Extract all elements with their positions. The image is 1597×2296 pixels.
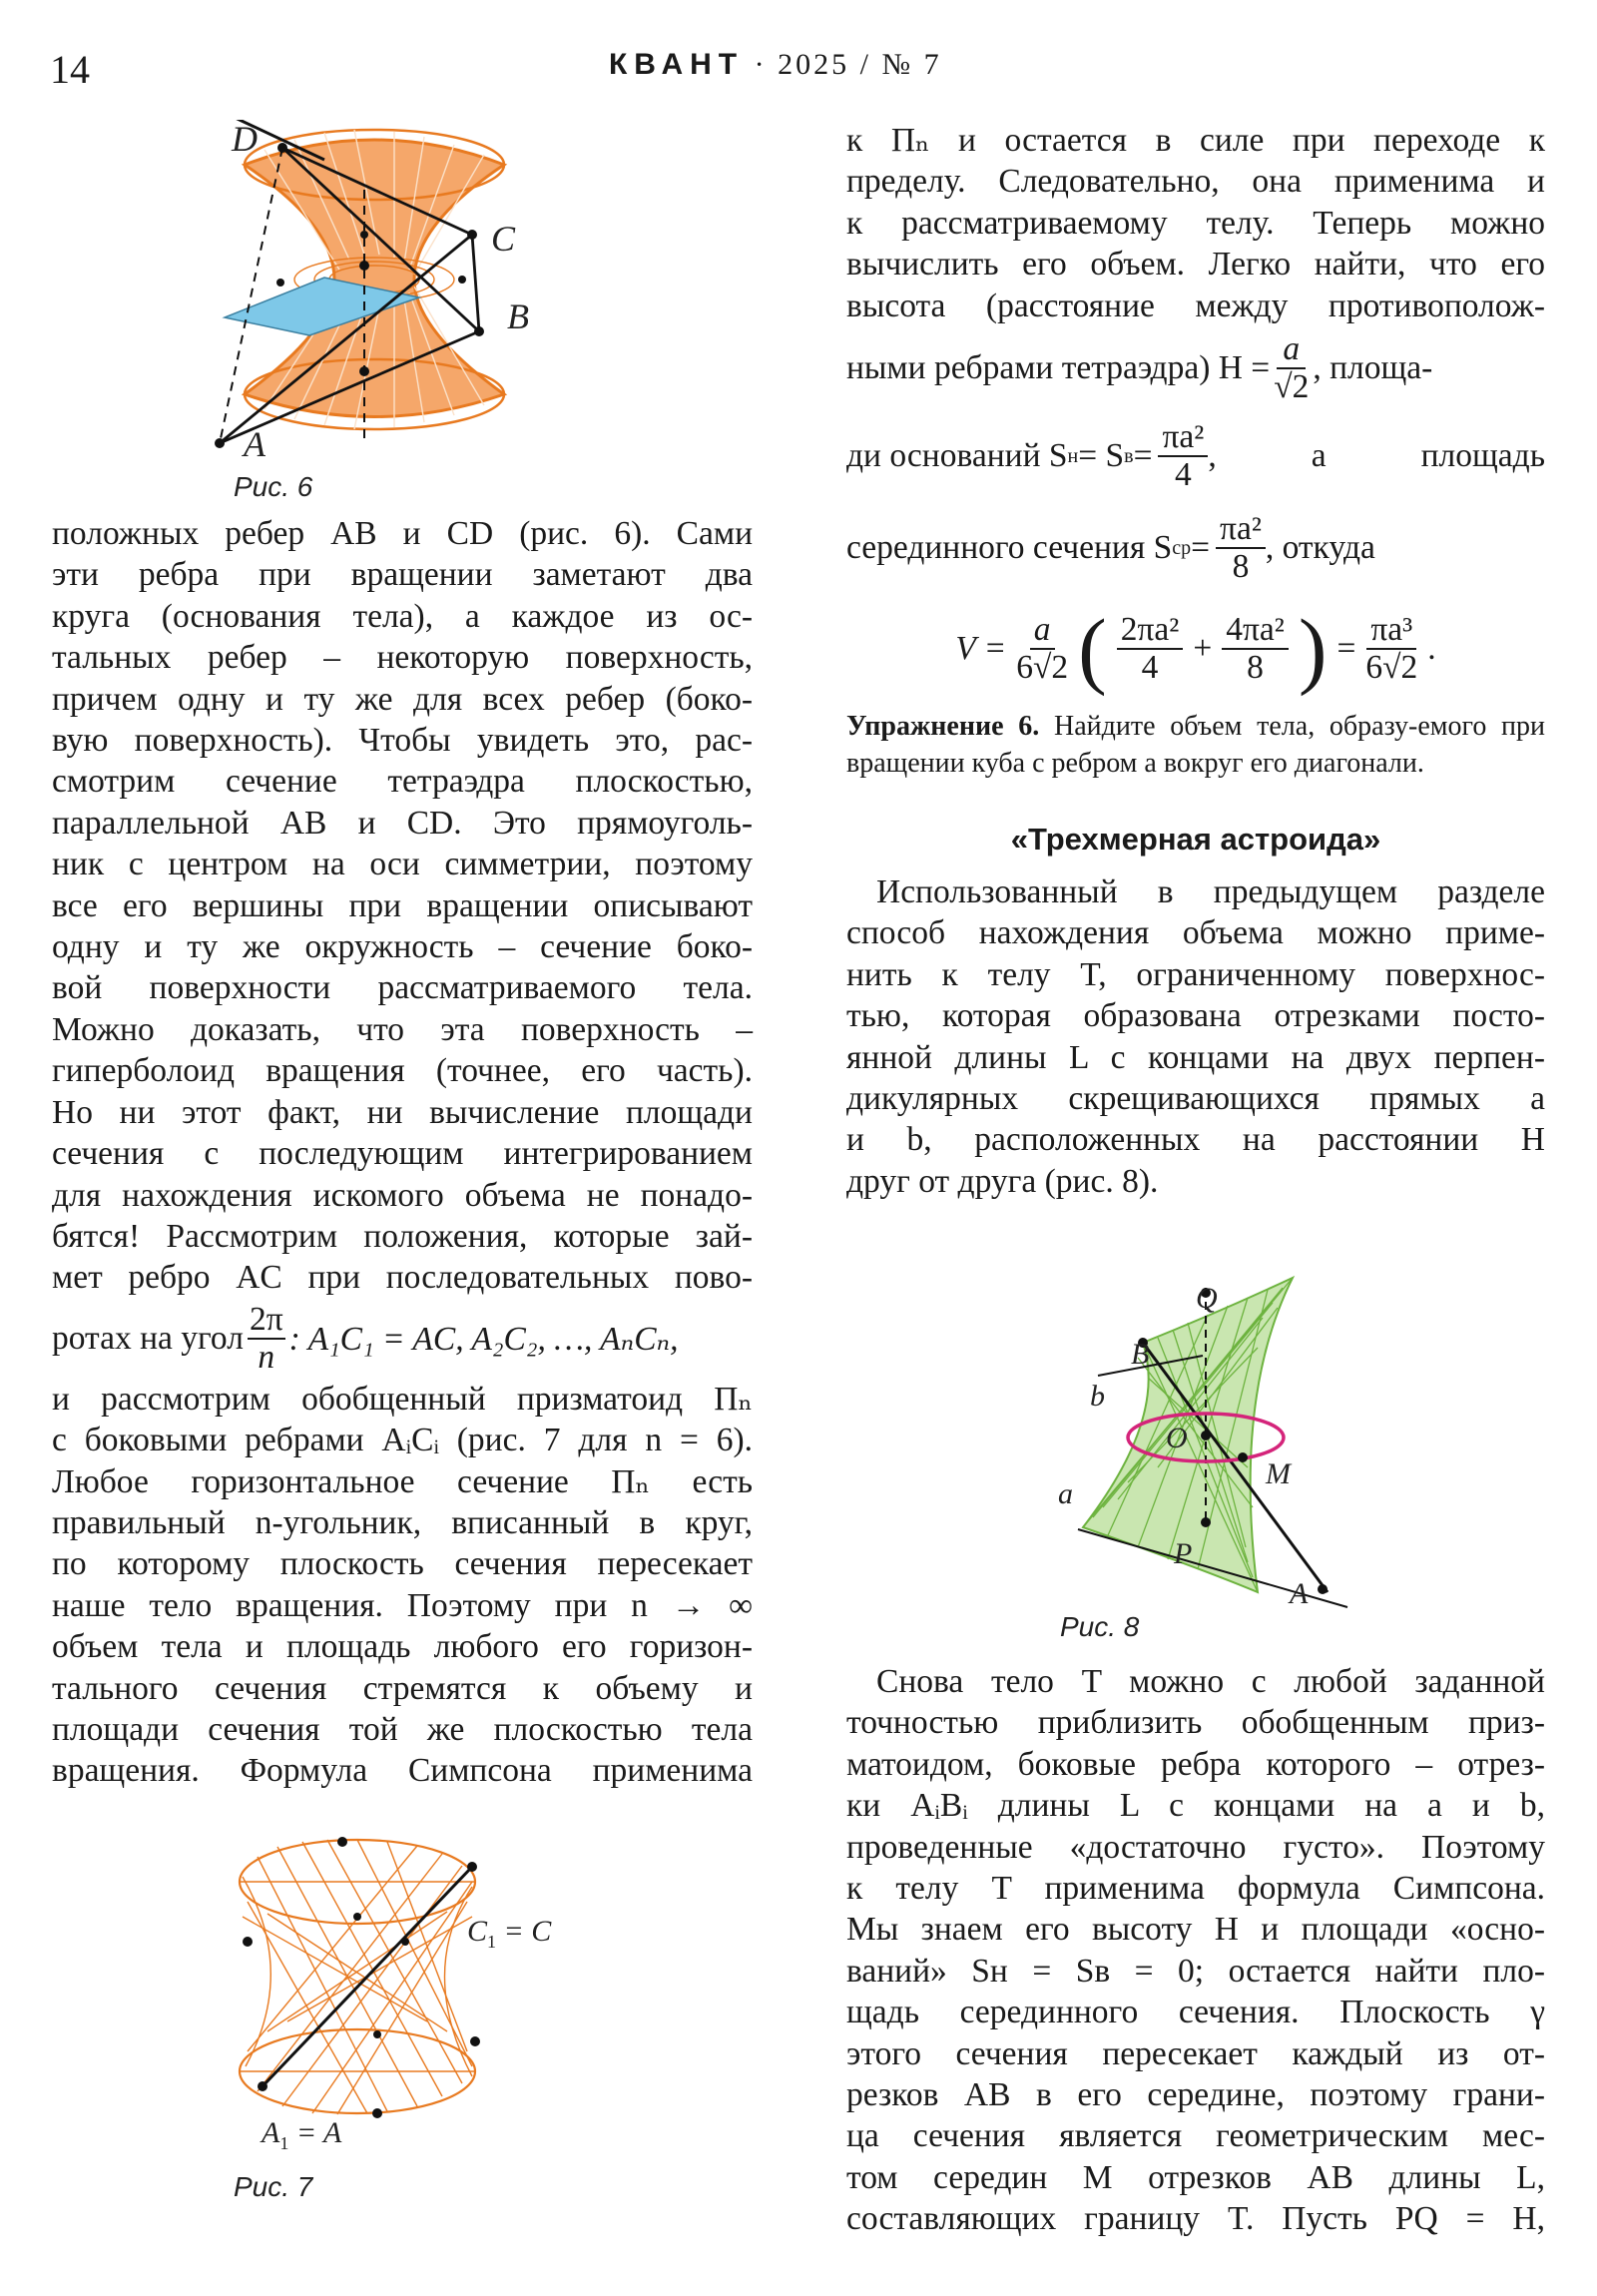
fig7-a-rest: = A — [288, 2116, 342, 2149]
fraction-numerator: 4πa² — [1222, 612, 1289, 650]
rotation-formula-line — [52, 1299, 753, 1379]
right-column — [846, 120, 1545, 1202]
text-line: одну и ту же окружность – сечение боко- — [52, 928, 753, 966]
text-line: причем одну и ту же для всех ребер (боко- — [52, 680, 753, 718]
mid-prefix: серединного сечения S — [846, 529, 1173, 567]
text-line: с боковыми ребрами AᵢCᵢ (рис. 7 для n = 6). — [52, 1422, 753, 1459]
fig7-caption: Рис. 7 — [234, 2171, 313, 2202]
bases-sub-v: в — [1124, 444, 1134, 467]
fraction-denominator: 6√2 — [1365, 649, 1418, 687]
text-line: смотрим сечение тетраэдра плоскостью, — [52, 763, 753, 801]
fraction-denominator: 4 — [1175, 456, 1192, 494]
section-title: «Трехмерная астроида» — [1010, 822, 1381, 858]
text-line: для нахождения искомого объема не понадо- — [52, 1176, 753, 1214]
volume-plus: + — [1193, 630, 1213, 668]
text-line: мет ребро AC при последовательных пово- — [52, 1259, 753, 1297]
text-line: Любое горизонтальное сечение Πₙ есть — [52, 1462, 753, 1500]
mid-sub: ср — [1172, 536, 1192, 559]
text-line: Использованный в предыдущем разделе — [876, 873, 1545, 911]
text-line: вой поверхности рассматриваемого тела. — [52, 969, 753, 1007]
exercise-label: Упражнение 6. — [846, 711, 1040, 743]
fig6-label-d: D — [232, 119, 258, 159]
fig8-label-a-line: a — [1058, 1477, 1073, 1510]
fig7-c: C — [467, 1915, 488, 1948]
paragraph-top — [846, 120, 1545, 326]
fraction-denominator: √2 — [1274, 368, 1310, 406]
text-line: матоидом, боковые ребра которого – отрез- — [846, 1745, 1545, 1783]
figure-7 — [228, 1822, 507, 2141]
text-line: вую поверхность). Чтобы увидеть это, рас- — [52, 722, 753, 760]
fig7-c-sub: 1 — [487, 1932, 497, 1952]
volume-lhs: V = — [955, 630, 1007, 668]
fig6-caption: Рис. 6 — [234, 471, 313, 502]
fig8-label-apt: A — [1290, 1577, 1309, 1610]
exercise-text: Найдите объем тела, образу-емого при вращении куба с ребром a вокруг его диагонали. — [846, 711, 1546, 780]
fraction-numerator: 2π — [249, 1300, 283, 1338]
text-line: гиперболоид вращения (точнее, его часть). — [52, 1052, 753, 1090]
bases-eq: = — [1133, 437, 1153, 475]
text-line: высота (расстояние между противополож- — [846, 287, 1545, 324]
mid-fraction — [1216, 511, 1266, 585]
fig8-label-m: M — [1266, 1457, 1291, 1490]
text-line: к рассматриваемому телу. Теперь можно — [846, 204, 1545, 242]
figure-8 — [1048, 1268, 1377, 1617]
paragraph-3 — [846, 871, 1545, 1202]
text-line: объем тела и площадь любого его горизон- — [52, 1628, 753, 1666]
fraction-numerator: πa² — [1216, 511, 1266, 549]
fig7-label-c — [467, 1915, 551, 1953]
journal-title — [609, 48, 942, 82]
fig6-label-b: B — [507, 296, 529, 336]
text-line: способ нахождения объема можно приме- — [846, 914, 1545, 952]
page-number: 14 — [50, 47, 90, 92]
text-line: положных ребер AB и CD (рис. 6). Сами — [52, 515, 753, 552]
paren-close: ) — [1298, 601, 1328, 698]
bases-suffix: , а площадь — [1208, 437, 1545, 475]
rotation-prefix: ротах на угол — [52, 1319, 244, 1357]
text-line: правильный n-угольник, вписанный в круг, — [52, 1503, 753, 1541]
exercise-6 — [846, 708, 1545, 782]
fig8-label-q: Q — [1196, 1282, 1218, 1315]
text-line: ник с центром на оси симметрии, поэтому — [52, 846, 753, 883]
text-line: янной длины L с концами на двух перпен- — [846, 1038, 1545, 1076]
bases-prefix: ди оснований S — [846, 437, 1068, 475]
fig7-label-a — [262, 2116, 341, 2154]
text-line: круга (основания тела), а каждое из ос- — [52, 597, 753, 635]
text-line: друг от друга (рис. 8). — [846, 1162, 1159, 1200]
text-line: тью, которая образована отрезками посто- — [846, 997, 1545, 1035]
text-line: точностью приблизить обобщенным приз- — [846, 1704, 1545, 1742]
text-line: к Πₙ и остается в силе при переходе к — [846, 122, 1545, 159]
mid-suffix: , откуда — [1265, 529, 1375, 567]
bases-formula-line — [846, 410, 1545, 502]
fraction-numerator: 2πa² — [1117, 612, 1184, 650]
journal-name: КВАНТ — [609, 48, 745, 81]
right-column-bottom — [846, 1661, 1545, 2240]
fig6-label-c: C — [491, 219, 516, 259]
fraction-denominator: 4 — [1141, 649, 1159, 687]
text-line: Можно доказать, что эта поверхность – — [52, 1010, 753, 1048]
text-line: наше тело вращения. Поэтому при n → ∞ — [52, 1586, 753, 1624]
text-line: эти ребра при вращении заметают два — [52, 556, 753, 594]
fraction-denominator: 8 — [1232, 548, 1250, 586]
text-line: по которому плоскость сечения пересекает — [52, 1545, 753, 1583]
volume-eq: = — [1336, 630, 1356, 668]
volume-frac-2 — [1117, 612, 1184, 686]
fraction-numerator: a — [1030, 612, 1055, 650]
text-line: и рассмотрим обобщенный призматоид Πₙ — [52, 1380, 753, 1418]
volume-frac-1 — [1016, 612, 1068, 686]
fig8-caption: Рис. 8 — [1060, 1611, 1140, 1642]
bases-sub-n: н — [1067, 444, 1079, 467]
volume-frac-3 — [1222, 612, 1289, 686]
text-line: к телу T применима формула Симпсона. — [846, 1870, 1545, 1908]
text-line: этого сечения пересекает каждый из от- — [846, 2034, 1545, 2072]
fraction-numerator: a — [1277, 331, 1306, 369]
text-line: пределу. Следовательно, она применима и — [846, 163, 1545, 201]
text-line: ваний» Sн = Sв = 0; остается найти пло- — [846, 1952, 1545, 1990]
text-line: том середин M отрезков AB длины L, — [846, 2158, 1545, 2196]
text-line: резков AB в его середине, поэтому грани- — [846, 2076, 1545, 2114]
text-line: вычислить его объем. Легко найти, что его — [846, 246, 1545, 284]
journal-issue: · 2025 / № 7 — [754, 48, 942, 81]
height-formula-line — [846, 326, 1545, 410]
paragraph-4 — [846, 1661, 1545, 2240]
volume-frac-4 — [1365, 612, 1417, 686]
text-line: Мы знаем его высоту H и площади «осно- — [846, 1911, 1545, 1949]
text-line: все его вершины при вращении описывают — [52, 886, 753, 924]
bases-fraction — [1158, 419, 1208, 493]
text-line: ки AᵢBᵢ длины L с концами на a и b, — [846, 1787, 1545, 1825]
rotation-fraction — [248, 1302, 285, 1376]
text-line: бятся! Рассмотрим положения, которые зай- — [52, 1217, 753, 1255]
fig7-a: A — [262, 2116, 280, 2149]
fig7-c-rest: = C — [496, 1915, 552, 1948]
text-line: параллельной AB и CD. Это прямоуголь- — [52, 804, 753, 842]
paragraph-2 — [52, 1379, 753, 1792]
text-line: Но ни этот факт, ни вычисление площади — [52, 1093, 753, 1131]
fig6-label-a: A — [244, 424, 266, 464]
fraction-denominator: n — [258, 1338, 275, 1376]
text-line: тального сечения стремятся к объему и — [52, 1669, 753, 1707]
text-line: нить к телу T, ограниченному поверхнос- — [846, 955, 1545, 993]
paren-open: ( — [1078, 601, 1107, 698]
paragraph-1 — [52, 513, 753, 1299]
text-line: щадь серединного сечения. Плоскость γ — [846, 1994, 1545, 2031]
fig8-label-o: O — [1166, 1422, 1188, 1454]
left-column — [52, 513, 753, 1792]
text-line: составляющих границу T. Пусть PQ = H, — [846, 2200, 1545, 2238]
bases-mid: = S — [1078, 437, 1125, 475]
height-fraction — [1274, 331, 1309, 405]
volume-end: . — [1427, 630, 1436, 668]
fig8-label-b-line: b — [1090, 1380, 1105, 1413]
fraction-numerator: πa³ — [1366, 612, 1416, 650]
text-line: дикулярных скрещивающихся прямых a — [846, 1080, 1545, 1118]
text-line: сечения с последующим интегрированием — [52, 1135, 753, 1173]
volume-formula — [846, 594, 1545, 704]
rotation-suffix: : A₁C₁ = AC, A₂C₂, …, AₙCₙ, — [288, 1320, 679, 1358]
height-suffix: , площа- — [1313, 349, 1433, 387]
text-line: вращения. Формула Симпсона применима — [52, 1752, 753, 1790]
text-line: проведенные «достаточно густо». Поэтому — [846, 1828, 1545, 1866]
mid-eq: = — [1191, 529, 1211, 567]
mid-section-formula-line — [846, 502, 1545, 594]
fig8-label-bpt: B — [1131, 1338, 1150, 1371]
text-line: ца сечения является геометрическим мес- — [846, 2117, 1545, 2155]
fig8-label-p: P — [1174, 1537, 1193, 1570]
fraction-denominator: 6√2 — [1016, 649, 1069, 687]
text-line: площади сечения той же плоскостью тела — [52, 1710, 753, 1748]
text-line: Снова тело T можно с любой заданной — [876, 1663, 1545, 1700]
text-line: и b, расположенных на расстоянии H — [846, 1121, 1545, 1159]
height-prefix: ными ребрами тетраэдра) H = — [846, 349, 1271, 387]
text-line: тальных ребер – некоторую поверхность, — [52, 639, 753, 677]
page-header — [0, 40, 1597, 100]
fraction-numerator: πa² — [1158, 419, 1208, 457]
fraction-denominator: 8 — [1247, 649, 1264, 687]
fig7-a-sub: 1 — [279, 2133, 289, 2153]
